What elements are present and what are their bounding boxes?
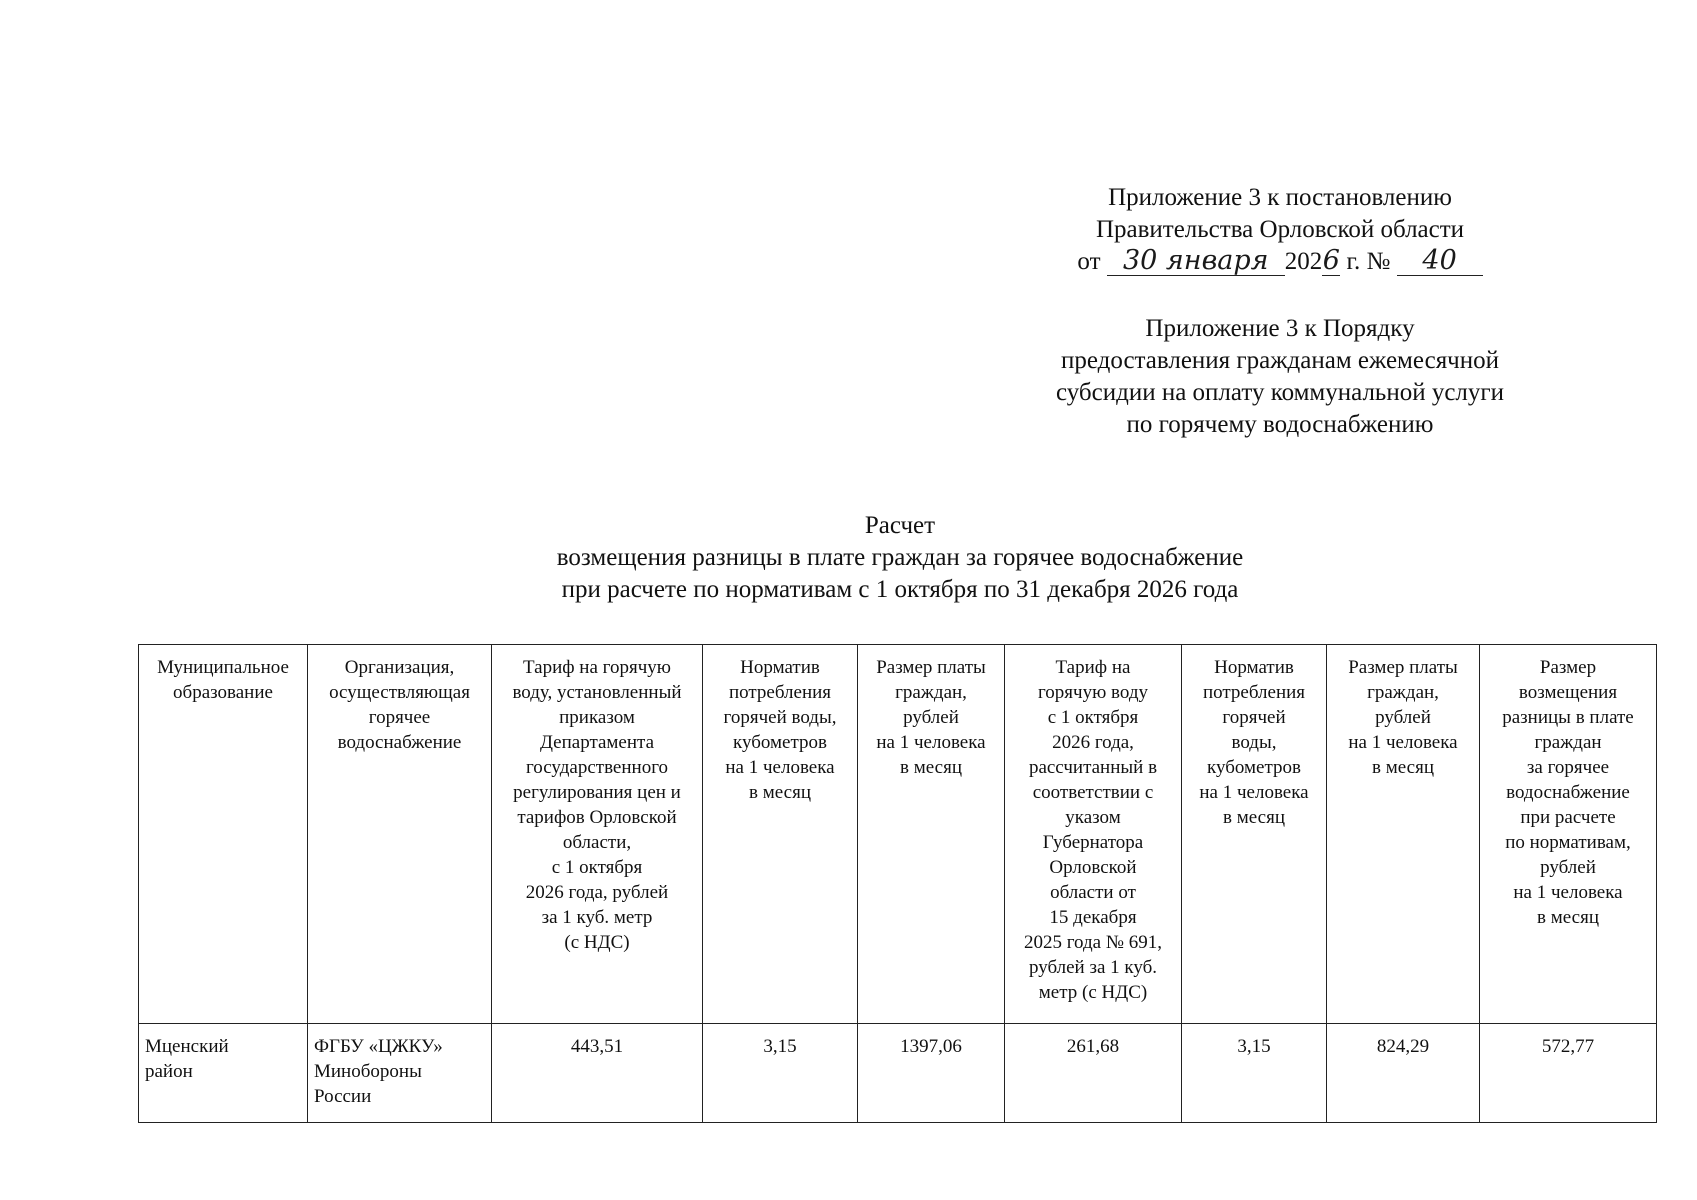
cell-payment-1: 1397,06: [858, 1024, 1005, 1123]
cell-tariff-order: 443,51: [492, 1024, 703, 1123]
header-compensation: Размер возмещения разницы в плате граждан за горячее водоснабжение при расчете по нормативам, рублей на 1 человека в месяц: [1480, 645, 1657, 1024]
table-row: [139, 1024, 1657, 1123]
approval-line-2: Правительства Орловской области: [1095, 216, 1465, 243]
cell-tariff-decree: 261,68: [1005, 1024, 1182, 1123]
cell-payment-2: 824,29: [1327, 1024, 1480, 1123]
order-ref-line-4: по горячему водоснабжению: [1126, 411, 1434, 438]
header-tariff-order: Тариф на горячую воду, установленный приказом Департамента государственного регулирования цен и тарифов Орловской области, с 1 октября 2026 года, рублей за 1 куб. метр (с НДС): [492, 645, 703, 1024]
title-line-2: возмещения разницы в плате граждан за горячее водоснабжение: [556, 544, 1244, 571]
cell-compensation: 572,77: [1480, 1024, 1657, 1123]
header-norm-1: Норматив потребления горячей воды, кубометров на 1 человека в месяц: [703, 645, 858, 1024]
cell-municipality: Мценский район: [139, 1024, 308, 1123]
order-ref-line-2: предоставления гражданам ежемесячной: [1060, 347, 1500, 374]
header-organization: Организация, осуществляющая горячее водоснабжение: [308, 645, 492, 1024]
cell-organization: ФГБУ «ЦЖКУ» Минобороны России: [308, 1024, 492, 1123]
header-tariff-decree: Тариф на горячую воду с 1 октября 2026 года, рассчитанный в соответствии с указом Губернатора Орловской области от 15 декабря 2025 года № 691, рублей за 1 куб. метр (с НДС): [1005, 645, 1182, 1024]
cell-norm-1: 3,15: [703, 1024, 858, 1123]
approval-block: [1000, 182, 1560, 278]
year-suffix: г. №: [1346, 248, 1391, 275]
title-line-3: при расчете по нормативам с 1 октября по 31 декабря 2026 года: [561, 576, 1239, 603]
document-title: [400, 510, 1400, 606]
order-ref-line-1: Приложение 3 к Порядку: [1145, 315, 1415, 342]
handwritten-number: 40: [1397, 247, 1483, 276]
handwritten-date: 30 января: [1107, 247, 1285, 276]
handwritten-year-digit: 6: [1322, 245, 1340, 276]
table-header-row: [139, 645, 1657, 1024]
approval-date-line: [1000, 246, 1560, 278]
cell-norm-2: 3,15: [1182, 1024, 1327, 1123]
order-reference-block: [1000, 313, 1560, 441]
header-norm-2: Норматив потребления горячей воды, кубометров на 1 человека в месяц: [1182, 645, 1327, 1024]
approval-line-1: Приложение 3 к постановлению: [1108, 184, 1452, 211]
order-ref-line-3: субсидии на оплату коммунальной услуги: [1055, 379, 1505, 406]
calculation-table: [138, 644, 1657, 1123]
header-payment-1: Размер платы граждан, рублей на 1 человека в месяц: [858, 645, 1005, 1024]
header-municipality: Муниципальное образование: [139, 645, 308, 1024]
year-prefix: 202: [1284, 248, 1323, 275]
from-label: от: [1077, 248, 1101, 275]
title-line-1: Расчет: [864, 512, 936, 539]
header-payment-2: Размер платы граждан, рублей на 1 человека в месяц: [1327, 645, 1480, 1024]
